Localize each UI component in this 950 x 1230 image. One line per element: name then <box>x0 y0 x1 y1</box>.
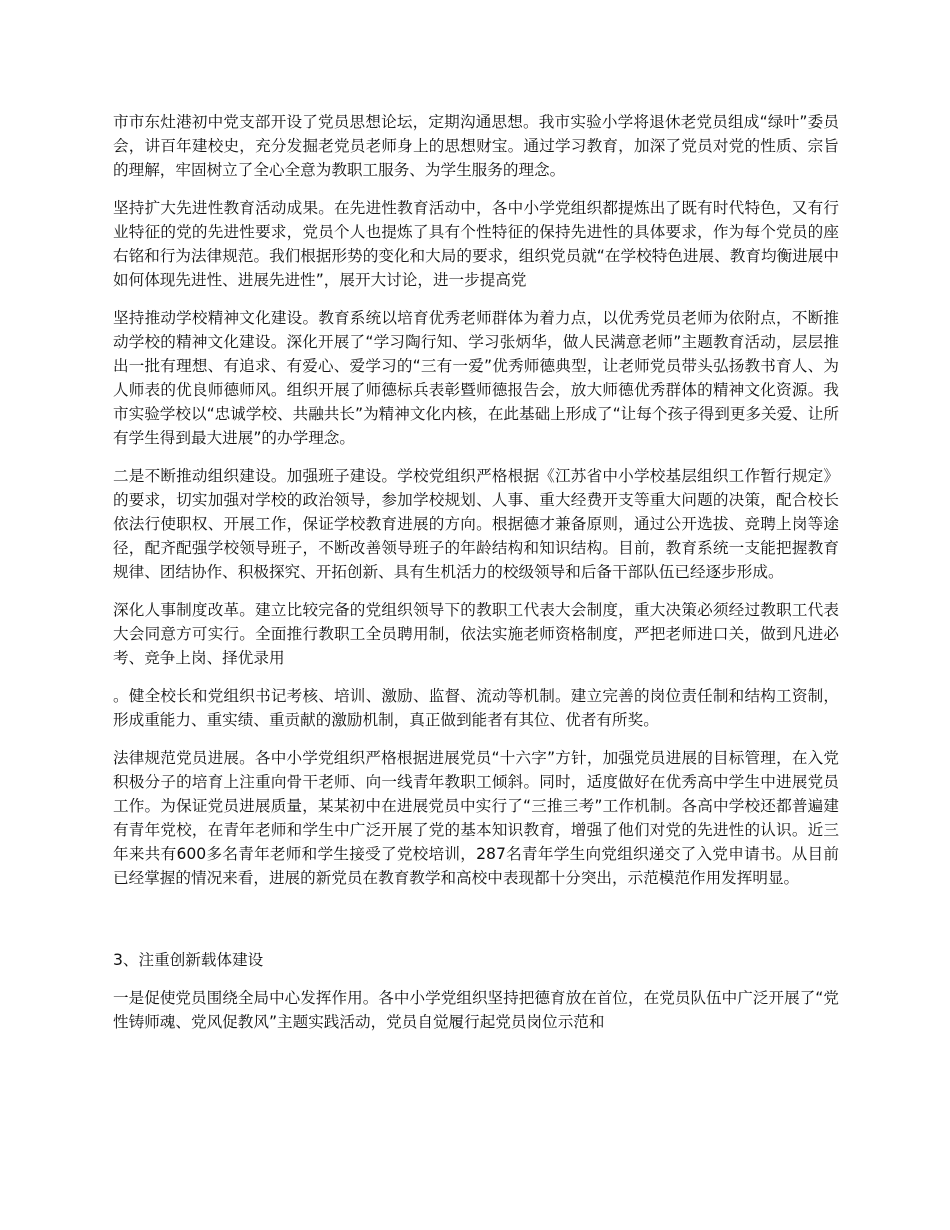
paragraph-4: 二是不断推动组织建设。加强班子建设。学校党组织严格根据《江苏省中小学校基层组织工作暂行规定》的要求，切实加强对学校的政治领导，参加学校规划、人事、重大经费开支等重大问题的决策，配合校长依法行使职权、开展工作，保证学校教育进展的方向。根据德才兼备原则，通过公开选拔、竞聘上岗等途径，配齐配强学校领导班子，不断改善领导班子的年龄结构和知识结构。目前，教育系统一支能把握教育规律、团结协作、积极探究、开拓创新、具有生机活力的校级领导和后备干部队伍已经逐步形成。 <box>113 467 839 581</box>
section-heading: 3、注重创新载体建设 <box>113 951 264 969</box>
paragraph-7: 法律规范党员进展。各中小学党组织严格根据进展党员“十六字”方针，加强党员进展的目标管理，在入党积极分子的培育上注重向骨干老师、向一线青年教职工倾斜。同时，适度做好在优秀高中学生中进展党员工作。为保证党员进展质量，某某初中在进展党员中实行了“三推三考”工作机制。各高中学校还都普遍建有青年党校，在青年老师和学生中广泛开展了党的基本知识教育，增强了他们对党的先进性的认识。近三年来共有600多名青年老师和学生接受了党校培训，287名青年学生向党组织递交了入党申请书。从目前已经掌握的情况来看，进展的新党员在教育教学和高校中表现都十分突出，示范模范作用发挥明显。 <box>113 749 839 887</box>
paragraph-6: 。健全校长和党组织书记考核、培训、激励、监督、流动等机制。建立完善的岗位责任制和结构工资制，形成重能力、重实绩、重贡献的激励机制，真正做到能者有其位、优者有所奖。 <box>113 687 839 729</box>
paragraph-3: 坚持推动学校精神文化建设。教育系统以培育优秀老师群体为着力点，以优秀党员老师为依附点，不断推动学校的精神文化建设。深化开展了“学习陶行知、学习张炳华，做人民满意老师”主题教育活动，层层推出一批有理想、有追求、有爱心、爱学习的“三有一爱”优秀师德典型，让老师党员带头弘扬教书育人、为人师表的优良师德师风。组织开展了师德标兵表彰暨师德报告会，放大师德优秀群体的精神文化资源。我市实验学校以“忠诚学校、共融共长”为精神文化内核，在此基础上形成了“让每个孩子得到更多关爱、让所有学生得到最大进展”的办学理念。 <box>113 309 839 447</box>
paragraph-final: 一是促使党员围绕全局中心发挥作用。各中小学党组织坚持把德育放在首位，在党员队伍中广泛开展了“党性铸师魂、党风促教风”主题实践活动，党员自觉履行起党员岗位示范和 <box>113 989 839 1031</box>
paragraph-5: 深化人事制度改革。建立比较完备的党组织领导下的教职工代表大会制度，重大决策必须经过教职工代表大会同意方可实行。全面推行教职工全员聘用制，依法实施老师资格制度，严把老师进口关，做到凡进必考、竞争上岗、择优录用 <box>113 601 839 667</box>
paragraph-2: 坚持扩大先进性教育活动成果。在先进性教育活动中，各中小学党组织都提炼出了既有时代特色，又有行业特征的党的先进性要求，党员个人也提炼了具有个性特征的保持先进性的具体要求，作为每个党员的座右铭和行为法律规范。我们根据形势的变化和大局的要求，组织党员就“在学校特色进展、教育均衡进展中如何体现先进性、进展先进性”，展开大讨论，进一步提高党 <box>113 199 839 289</box>
document-body <box>113 110 839 1048</box>
paragraph-1: 市市东灶港初中党支部开设了党员思想论坛，定期沟通思想。我市实验小学将退休老党员组成“绿叶”委员会，讲百年建校史，充分发掘老党员老师身上的思想财宝。通过学习教育，加深了党员对党的性质、宗旨的理解，牢固树立了全心全意为教职工服务、为学生服务的理念。 <box>113 113 839 179</box>
